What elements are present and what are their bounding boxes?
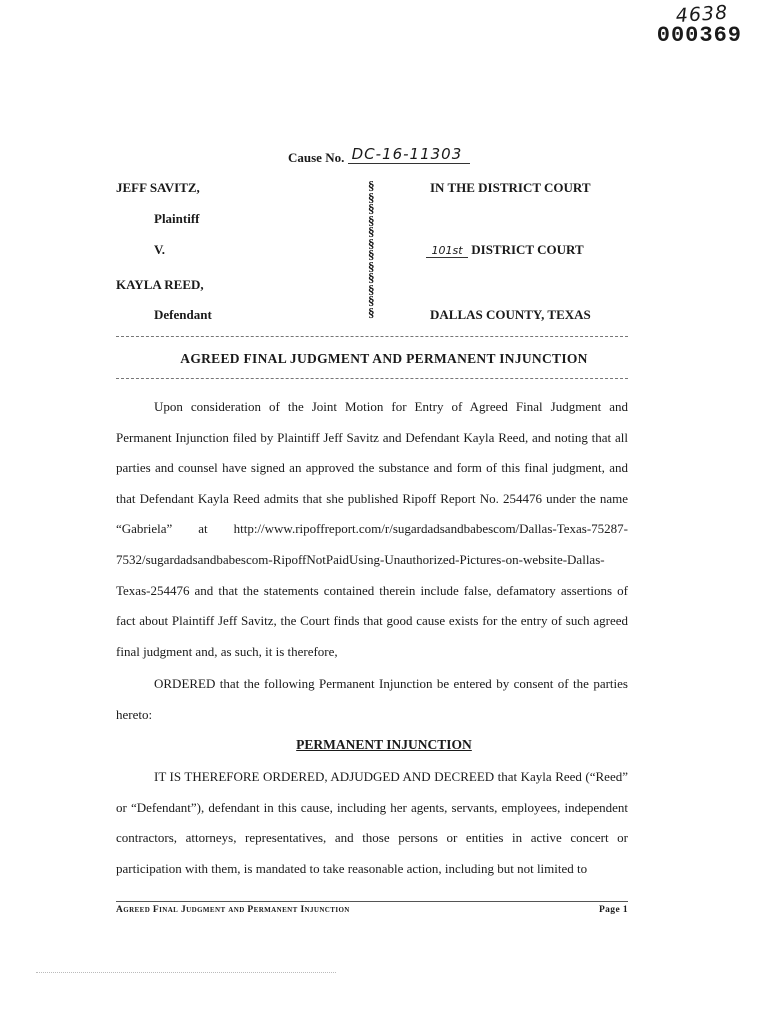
- rule-below-title: [116, 378, 628, 379]
- rule-above-title: [116, 336, 628, 337]
- defendant-name: KAYLA REED,: [116, 277, 204, 292]
- section-mark: §: [368, 201, 375, 216]
- court-line-2: [426, 242, 584, 258]
- section-mark: §: [368, 189, 375, 205]
- recital-paragraph: [116, 392, 628, 667]
- section-mark: §: [368, 247, 375, 262]
- footer-title: Agreed Final Judgment and Permanent Injunction: [116, 905, 350, 915]
- document-title: AGREED FINAL JUDGMENT AND PERMANENT INJUNCTION: [180, 351, 588, 366]
- injunction-paragraph: [116, 762, 628, 884]
- defendant-role: Defendant: [154, 307, 212, 322]
- recital-text: Upon consideration of the Joint Motion for Entry of Agreed Final Judgment and Permanent Injunction filed by Plaintiff Jeff Savitz and Defendant Kayla Reed, and noting that all parties and counsel have signed an approved the substance and form of this final judgment, and that Defendant Kayla Reed admits that she published Ripoff Report No. 254476 under the name “Gabriela” at http://www.ripoffreport.com/r/sugardadsandbabescom/Dallas-Texas-75287-7532/sugardadsandbabescom-RipoffNotPaidUsing-Unauthorized-Pictures-on-website-Dallas-Texas-254476 and that the statements contained therein include false, defamatory assertions of fact about Plaintiff Jeff Savitz, the Court finds that good cause exists for the entry of such agreed final judgment and, as such, it is therefore,: [116, 399, 628, 659]
- court-line-1: IN THE DISTRICT COURT: [430, 180, 591, 195]
- plaintiff-name: JEFF SAVITZ,: [116, 180, 200, 195]
- bates-stamp: [656, 1, 742, 48]
- page-number: Page 1: [598, 905, 628, 915]
- section-mark: §: [368, 258, 375, 274]
- order-text: ORDERED that the following Permanent Injunction be entered by consent of the parties hereto:: [116, 676, 628, 722]
- court-line-2-text: DISTRICT COURT: [471, 242, 584, 257]
- footer-rule: [116, 901, 628, 902]
- order-paragraph: [116, 669, 628, 730]
- subheading-text: PERMANENT INJUNCTION: [296, 737, 472, 752]
- plaintiff-role: Plaintiff: [154, 211, 200, 226]
- cause-number: [288, 145, 470, 167]
- court-number-handwritten: 101st: [426, 244, 468, 258]
- section-mark: §: [368, 293, 375, 308]
- versus: V.: [154, 242, 165, 257]
- bates-number: 000369: [656, 23, 742, 48]
- page-footer: [116, 905, 628, 915]
- section-mark: §: [368, 178, 375, 193]
- injunction-text: IT IS THEREFORE ORDERED, ADJUDGED AND DECREED that Kayla Reed (“Reed” or “Defendant”), defendant in this cause, including her agents, servants, employees, independent contractors, attorneys, representatives, and those persons or entities in active concert or participation with them, is mandated to take reasonable action, including but not limited to: [116, 769, 628, 876]
- section-mark: §: [368, 304, 375, 320]
- scan-artifact: [36, 972, 336, 973]
- case-caption: [0, 176, 768, 326]
- cause-label: Cause No.: [288, 150, 345, 165]
- permanent-injunction-heading: [0, 737, 768, 753]
- section-mark: §: [368, 281, 375, 297]
- section-marks: [368, 180, 380, 318]
- court-line-3: DALLAS COUNTY, TEXAS: [430, 307, 591, 322]
- cause-number-handwritten: DC-16-11303: [348, 145, 471, 164]
- section-mark: §: [368, 212, 375, 228]
- handwritten-number: 4638: [674, 1, 729, 28]
- section-mark: §: [368, 270, 375, 285]
- section-mark: §: [368, 235, 375, 251]
- section-mark: §: [368, 224, 375, 239]
